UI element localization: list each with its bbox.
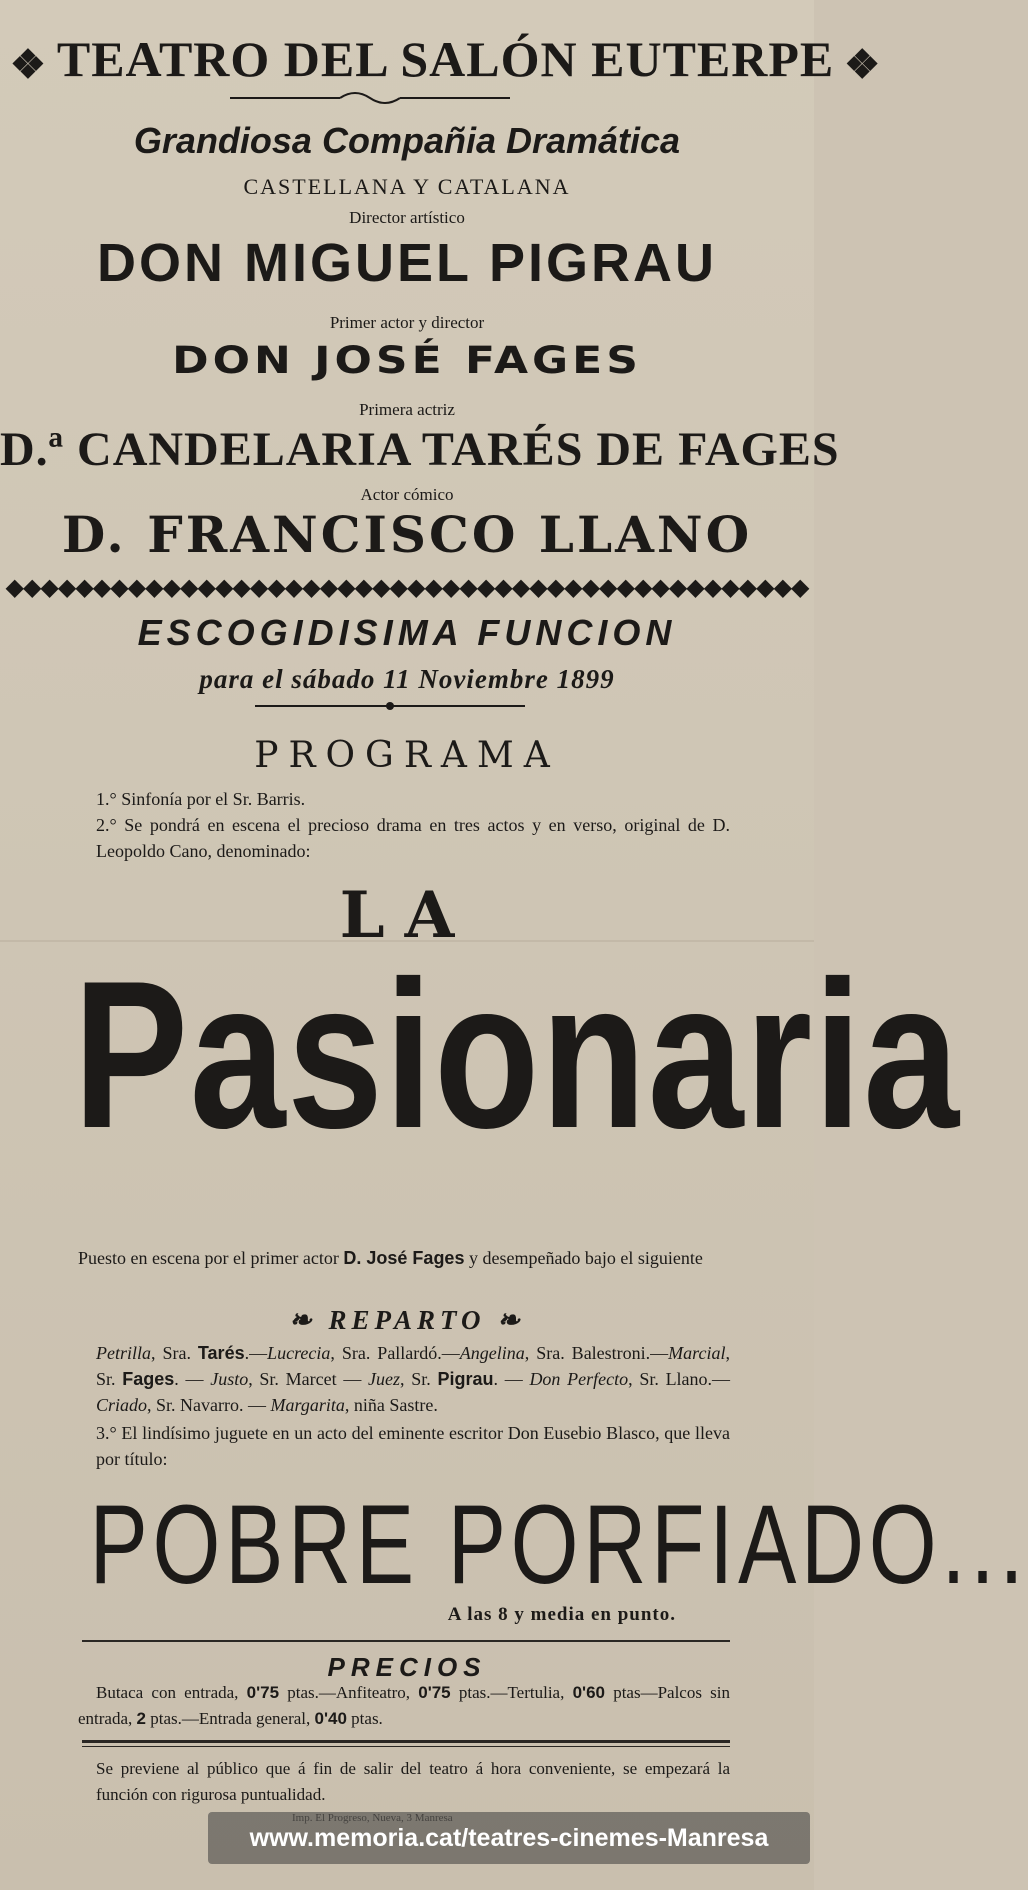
notice-text: Se previene al público que á fin de salir del teatro á hora conveniente, se empezará la función con rigurosa puntualidad.: [96, 1759, 730, 1804]
prices: [78, 1680, 730, 1732]
play-article: LA: [339, 878, 475, 953]
cast-text: .—: [244, 1343, 268, 1363]
programa-item-2: 2.° Se pondrá en escena el precioso drama en tres actos y en verso, original de D. Leopoldo Cano, denominado:: [96, 815, 730, 861]
price-value: 0'60: [572, 1683, 605, 1702]
price-value: 0'40: [314, 1709, 347, 1728]
cast-text: , Sr. Navarro. —: [147, 1395, 271, 1415]
staging-text: Puesto en escena por el primer actor: [78, 1248, 344, 1268]
programa-item-1: 1.° Sinfonía por el Sr. Barris.: [96, 789, 306, 809]
cast-text: . —: [493, 1369, 530, 1389]
divider-rule: [82, 1640, 730, 1642]
role-comic-actor: Actor cómico: [360, 485, 454, 504]
diamond-border: ◆◆◆◆◆◆◆◆◆◆◆◆◆◆◆◆◆◆◆◆◆◆◆◆◆◆◆◆◆◆◆◆◆◆◆◆◆◆◆◆◆◆◆◆◆◆: [5, 575, 809, 601]
event-headline: ESCOGIDISIMA FUNCION: [137, 612, 677, 653]
cast-text: , Sr. Llano.—: [628, 1369, 731, 1389]
precios-title: PRECIOS: [327, 1652, 487, 1682]
ornament-icon: ❖: [10, 42, 47, 88]
cast-text: , Sra. Pallardó.—: [330, 1343, 460, 1363]
cast-role: Angelina: [459, 1343, 525, 1363]
theatre-name: TEATRO DEL SALÓN EUTERPE: [56, 31, 835, 87]
staging-actor: D. José Fages: [343, 1248, 465, 1268]
cast-role: Justo: [210, 1369, 249, 1389]
price-value: 0'75: [418, 1683, 451, 1702]
programa-items: [78, 786, 730, 864]
ornament-icon: ❧: [289, 1305, 329, 1335]
cast-text: , Sr.: [400, 1369, 438, 1389]
cast-role: Marcial: [668, 1343, 726, 1363]
cast-role: Don Perfecto: [529, 1369, 629, 1389]
theatre-header: [0, 30, 882, 88]
cast-text: . —: [174, 1369, 211, 1389]
cast-actor: Tarés: [197, 1343, 245, 1363]
price-text: Butaca con entrada,: [96, 1683, 247, 1702]
price-value: 0'75: [246, 1683, 280, 1702]
cast-role: Juez: [368, 1369, 401, 1389]
programa-title: PROGRAMA: [254, 735, 560, 776]
play-title: Pasionaria: [73, 937, 961, 1172]
cast-text: , Sra.: [151, 1343, 198, 1363]
role-director: Director artístico: [349, 208, 465, 227]
cast-text: , Sra. Balestroni.—: [524, 1343, 669, 1363]
company-subtitle: CASTELLANA Y CATALANA: [243, 174, 571, 199]
cast-role: Criado: [96, 1395, 148, 1415]
divider-rule: [82, 1746, 730, 1747]
programa-item-3: 3.° El lindísimo juguete en un acto del eminente escritor Don Eusebio Blasco, que lleva por título:: [96, 1423, 730, 1469]
cast-list: [78, 1340, 730, 1472]
price-text: ptas.—Tertulia,: [450, 1683, 573, 1702]
cast-text: , Sr.: [96, 1343, 730, 1389]
event-date: para el sábado 11 Noviembre 1899: [199, 664, 615, 694]
role-lead-actor: Primer actor y director: [329, 313, 485, 332]
divider-rule: [82, 1740, 730, 1743]
play3-title: POBRE PORFIADO...: [89, 1482, 1028, 1607]
name-lead-actress: D.ª CANDELARIA TARÉS DE FAGES: [0, 423, 840, 476]
cast-actor: Fages: [122, 1369, 175, 1389]
cast-text: , Sr. Marcet —: [248, 1369, 369, 1389]
name-director: DON MIGUEL PIGRAU: [96, 233, 718, 293]
reparto-title: [0, 1305, 814, 1336]
price-text: ptas.: [346, 1709, 383, 1728]
ornament-icon: ❖: [844, 42, 882, 88]
staging-text: y desempeñado bajo el siguiente: [464, 1248, 703, 1268]
price-text: ptas—Palcos sin entrada,: [78, 1683, 731, 1728]
ornament-icon: ❧: [485, 1305, 525, 1335]
price-text: ptas.—Entrada general,: [146, 1709, 315, 1728]
flourish-divider: [255, 700, 525, 712]
notice: [78, 1756, 730, 1808]
price-value: 2: [136, 1709, 146, 1728]
cast-role: Petrilla: [96, 1343, 151, 1363]
watermark-link[interactable]: www.memoria.cat/teatres-cinemes-Manresa: [208, 1812, 810, 1864]
cast-actor: Pigrau: [437, 1369, 494, 1389]
role-lead-actress: Primera actriz: [359, 400, 455, 419]
start-time: A las 8 y media en punto.: [447, 1604, 676, 1625]
flourish-divider: [230, 92, 510, 104]
price-text: ptas.—Anfiteatro,: [279, 1683, 419, 1702]
cast-text: [78, 1340, 730, 1418]
company-name: Grandiosa Compañia Dramática: [133, 120, 681, 161]
name-comic-actor: D. FRANCISCO LLANO: [61, 505, 753, 564]
cast-role: Lucrecia: [267, 1343, 331, 1363]
staging-note: [78, 1245, 730, 1271]
reparto-label: REPARTO: [328, 1305, 486, 1335]
name-lead-actor: DON JOSÉ FAGES: [172, 338, 642, 383]
cast-text: , niña Sastre.: [344, 1395, 438, 1415]
cast-role: Margarita: [270, 1395, 345, 1415]
